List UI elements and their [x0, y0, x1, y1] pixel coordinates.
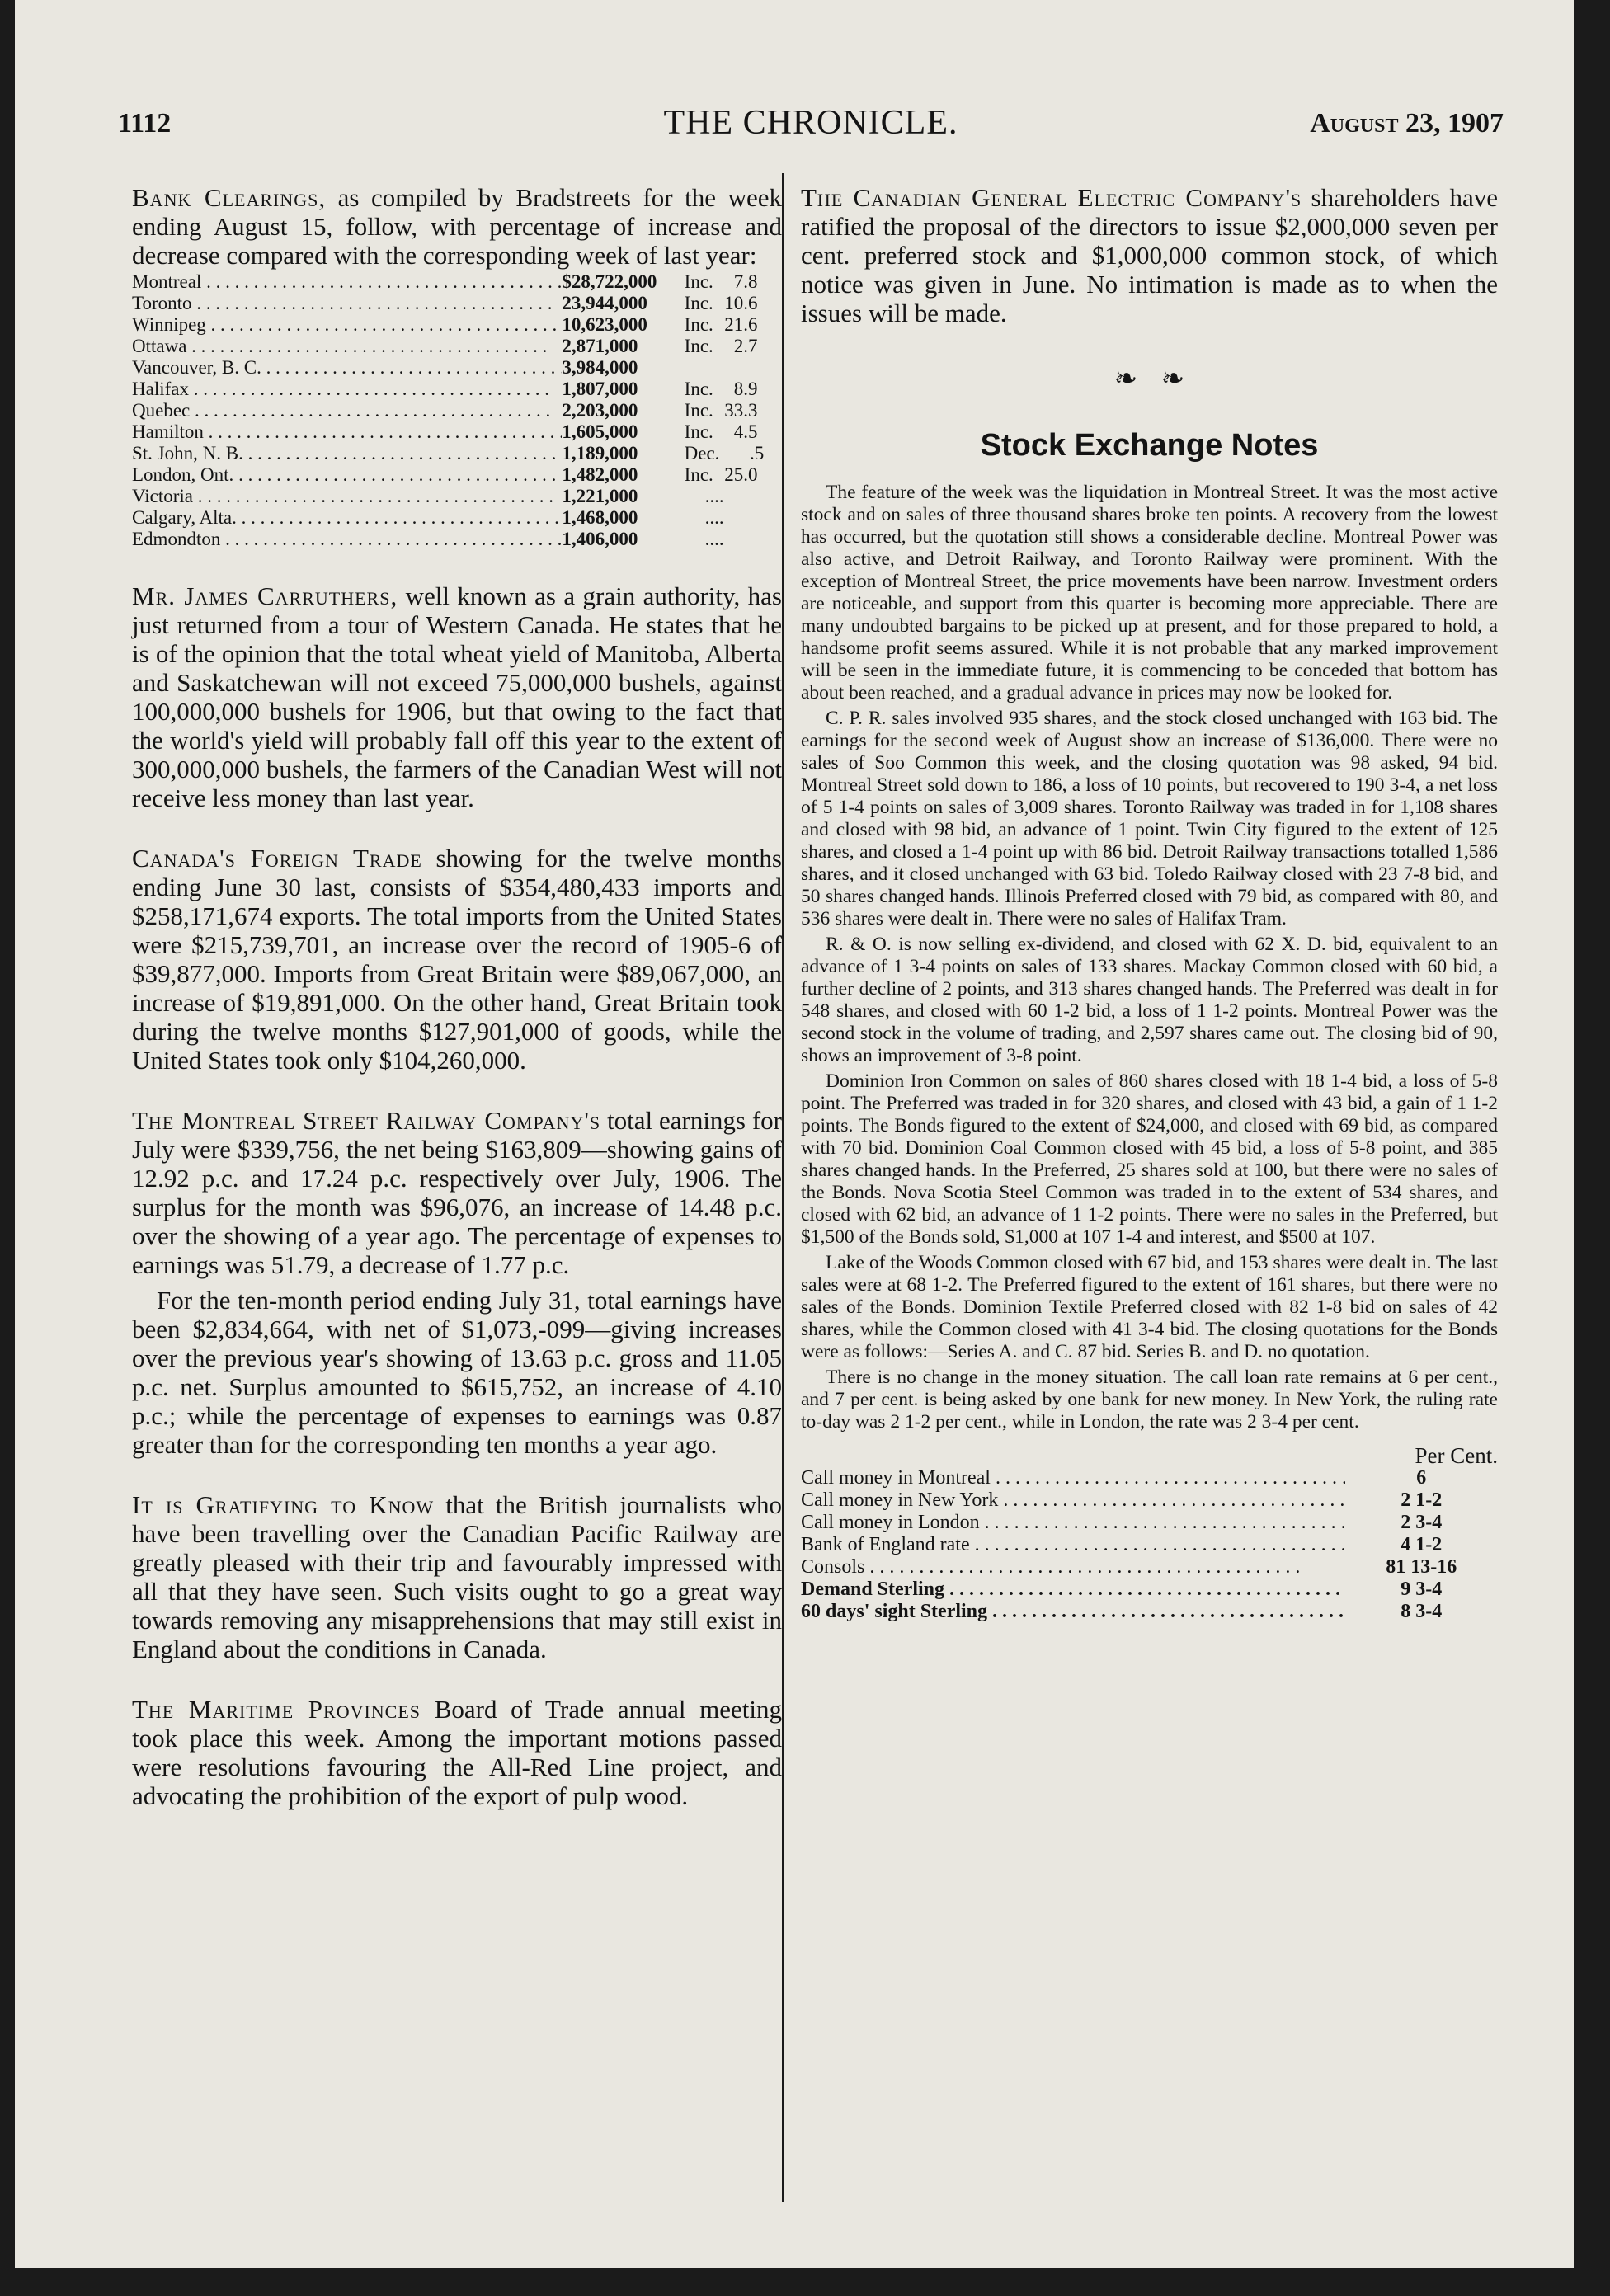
clearings-city: London, Ont. . . .: [132, 464, 562, 486]
stock-paragraph: There is no change in the money situation. The call loan rate remains at 6 per cent., and 7 per cent. is being asked by one bank for new money. In New York, the ruling rate to-day was 2 1-2 per cent., while in London, the rate was 2 3-4 per cent.: [801, 1367, 1498, 1433]
money-rate-row: [801, 1489, 1498, 1512]
clearings-row: [132, 507, 775, 529]
clearings-change: [670, 379, 775, 400]
carruthers-article: [132, 581, 782, 812]
clearings-change-dir: Inc.: [684, 421, 713, 442]
newspaper-page: [15, 0, 1574, 2268]
clearings-change-pct: ....: [704, 486, 724, 506]
clearings-change: [670, 507, 775, 529]
issue-date: August 23, 1907: [1310, 108, 1504, 139]
money-rate-value: 2 1-2: [1401, 1489, 1443, 1511]
per-cent-header: Per Cent.: [1415, 1443, 1498, 1468]
montreal-street-text: total earnings for July were $339,756, the net being $163,809—showing gains of 12.92 p.c. and 17.24 p.c. respectively over July, 1906. The surplus for the month was $96,076, an increase of 14.48 p.c. over the showing of a year ago. The percentage of expenses to earnings was 51.79, a decrease of 1.77 p.c.: [132, 1106, 782, 1279]
money-rate-label: Call money in London . . .: [801, 1512, 1345, 1534]
gratifying-lead: It is Gratifying to Know: [132, 1490, 435, 1519]
clearings-city: Calgary, Alta. . . .: [132, 507, 562, 529]
clearings-change-dir: Inc.: [684, 271, 713, 292]
clearings-amount: 1,807,000: [562, 379, 638, 399]
clearings-change-dir: Inc.: [684, 293, 713, 313]
money-rate-label: Call money in Montreal . . .: [801, 1467, 1345, 1489]
clearings-amount: 1,468,000: [562, 507, 638, 528]
clearings-amount: 1,221,000: [562, 486, 638, 506]
money-rate-label: Bank of England rate . . .: [801, 1534, 1345, 1556]
clearings-amount: 1,406,000: [562, 529, 638, 549]
clearings-row: [132, 357, 775, 379]
money-rate-row: [801, 1556, 1498, 1578]
clearings-change-pct: 2.7: [733, 336, 758, 356]
money-rate-value: 8 3-4: [1401, 1601, 1443, 1622]
money-rate-value: 4 1-2: [1401, 1534, 1443, 1555]
clearings-change-dir: Inc.: [684, 314, 713, 335]
fleuron-icon: ❧: [1113, 364, 1138, 394]
money-rate-value: 6: [1416, 1467, 1427, 1489]
money-rate-row: [801, 1534, 1498, 1556]
clearings-change-pct: 10.6: [724, 293, 758, 313]
clearings-row: [132, 379, 775, 400]
clearings-city: Quebec . . .: [132, 400, 562, 421]
foreign-trade-lead: Canada's Foreign Trade: [132, 844, 422, 873]
money-rates-table: [801, 1445, 1498, 1623]
page-header: [118, 103, 1504, 153]
montreal-street-para2: For the ten-month period ending July 31, total earnings have been $2,834,664, with net of $1,073,-099—giving increases over the previous year's showing of 13.63 p.c. gross and 11.05 p.c. net. Surplus amounted to $615,752, an increase of 4.10 p.c.; while the percentage of expenses to earnings was 0.87 greater than for the corresponding ten months a year ago.: [132, 1286, 782, 1459]
publication-title: THE CHRONICLE.: [663, 104, 958, 142]
clearings-row: [132, 421, 775, 443]
cge-text: shareholders have ratified the proposal of the directors to issue $2,000,000 seven per cent. preferred stock and $1,000,000 common stock, of which notice was given in June. No intimation is made as to when the issues will be made.: [801, 183, 1498, 327]
clearings-change-dir: Inc.: [684, 400, 713, 421]
column-divider: [782, 173, 784, 2202]
montreal-street-lead: The Montreal Street Railway Company's: [132, 1106, 601, 1135]
bank-clearings-text: as compiled by Bradstreets for the week ending August 15, follow, with percentage of increase and decrease compared with the corresponding week of last year:: [132, 183, 782, 270]
clearings-amount: $28,722,000: [562, 271, 657, 292]
clearings-change: [670, 443, 775, 464]
clearings-change-dir: Inc.: [684, 464, 713, 485]
clearings-change-pct: ....: [704, 507, 724, 528]
maritime-lead: The Maritime Provinces: [132, 1695, 421, 1724]
clearings-city: Vancouver, B. C. . . .: [132, 357, 562, 379]
stock-paragraph: Dominion Iron Common on sales of 860 shares closed with 18 1-4 bid, a loss of 5-8 point. The Preferred was traded in for 320 shares, and closed with 43 bid, a gain of 1 1-2 points. The Bonds figured to the extent of $24,000, and closed with 69 bid, as compared with 70 bid. Dominion Coal Common closed with 45 bid, a loss of 5-8 point, and 385 shares changed hands. In the Preferred, 25 shares sold at 100, but there were no sales of the Bonds. Nova Scotia Steel Common was traded in to the extent of 534 shares, and closed with 62 bid, an advance of 1 1-2 points. There were no sales in the Preferred, but $1,500 of the Bonds sold, $1,000 at 107 1-4 and interest, and $500 at 107.: [801, 1070, 1498, 1248]
clearings-amount: 1,482,000: [562, 464, 638, 485]
clearings-change: [670, 421, 775, 443]
clearings-city: Victoria . . .: [132, 486, 562, 507]
stock-paragraph: C. P. R. sales involved 935 shares, and the stock closed unchanged with 163 bid. The earnings for the second week of August show an increase of $136,000. There were no sales of Soo Common this week, and the closing quotation was 98 asked, 94 bid. Montreal Street sold down to 186, a loss of 10 points, but recovered to 190 3-4, a net loss of 5 1-4 points on sales of 3,009 shares. Toronto Railway was traded in for 1,108 shares and closed with 98 bid, an advance of 1 point. Twin City figured to the extent of 125 shares, and closed a 1-4 point up with 86 bid. Detroit Railway transactions totalled 1,586 shares, and it closed unchanged with 63 bid. Toledo Railway closed with 23 7-8 bid, and 50 shares changed hands. Illinois Preferred closed with 79 bid, as compared with 80, and 536 shares were dealt in. There were no sales of Halifax Tram.: [801, 708, 1498, 929]
money-rate-label: Call money in New York . . .: [801, 1489, 1345, 1512]
fleuron-icon: ❧: [1160, 364, 1185, 394]
gratifying-text: that the British journalists who have been travelling over the Canadian Pacific Railway are greatly pleased with their trip and favourably impressed with all that they have seen. Such visits ought to go a great way towards removing any misapprehensions that may still exist in England about the conditions in Canada.: [132, 1490, 782, 1663]
clearings-change-dir: Inc.: [684, 379, 713, 399]
foreign-trade-text: showing for the twelve months ending June 30 last, consists of $354,480,433 imports and $258,171,674 exports. The total imports from the United States were $215,739,701, an increase over the record of 1905-6 of $39,877,000. Imports from Great Britain were $89,067,000, an increase of $19,891,000. On the other hand, Great Britain took during the twelve months $127,901,000 of goods, while the United States took only $104,260,000.: [132, 844, 782, 1075]
clearings-change-pct: 25.0: [724, 464, 758, 485]
clearings-amount: 2,871,000: [562, 336, 638, 356]
money-rate-label: Demand Sterling . . .: [801, 1578, 1345, 1601]
clearings-change-pct: 33.3: [724, 400, 758, 421]
clearings-change: [670, 486, 775, 507]
money-rate-value: 2 3-4: [1401, 1512, 1443, 1533]
montreal-street-article: [132, 1106, 782, 1279]
bank-clearings-lead: Bank Clearings,: [132, 183, 327, 212]
bank-clearings-intro: [132, 183, 782, 270]
money-rate-row: [801, 1467, 1498, 1489]
clearings-change-dir: Dec.: [684, 443, 720, 463]
money-rate-row: [801, 1601, 1498, 1623]
cge-article: [801, 183, 1498, 327]
clearings-row: [132, 400, 775, 421]
clearings-amount: 10,623,000: [562, 314, 647, 335]
money-rate-value: 9 3-4: [1401, 1578, 1443, 1600]
clearings-city: Hamilton . . .: [132, 421, 562, 443]
stock-paragraph: Lake of the Woods Common closed with 67 bid, and 153 shares were dealt in. The last sales were at 68 1-2. The Preferred figured to the extent of 161 shares, but there were no sales of the Bonds. Dominion Textile Preferred closed with 82 1-8 bid on sales of 42 shares, while the Common closed with 41 3-4 bid. The closing quotations for the Bonds were as follows:—Series A. and C. 87 bid. Series B. and D. no quotation.: [801, 1252, 1498, 1362]
clearings-amount: 23,944,000: [562, 293, 647, 313]
clearings-city: Edmondton . . .: [132, 529, 562, 550]
money-rate-value: 81 13-16: [1386, 1556, 1457, 1578]
clearings-city: Halifax . . .: [132, 379, 562, 400]
left-column: [132, 183, 782, 1810]
clearings-change: [670, 293, 775, 314]
money-table-header-row: [801, 1445, 1498, 1467]
clearings-change-pct: 4.5: [733, 421, 758, 442]
clearings-row: [132, 336, 775, 357]
clearings-row: [132, 464, 775, 486]
carruthers-lead: Mr. James Carruthers,: [132, 581, 398, 610]
clearings-city: Toronto . . .: [132, 293, 562, 314]
foreign-trade-article: [132, 844, 782, 1075]
clearings-change-pct: .5: [749, 443, 765, 463]
clearings-change-pct: ....: [704, 529, 724, 549]
clearings-amount: 2,203,000: [562, 400, 638, 421]
clearings-change-pct: 8.9: [733, 379, 758, 399]
maritime-article: [132, 1695, 782, 1810]
money-rate-label: 60 days' sight Sterling . . .: [801, 1601, 1345, 1623]
money-rate-row: [801, 1512, 1498, 1534]
clearings-change: [670, 529, 775, 550]
clearings-change-dir: Inc.: [684, 336, 713, 356]
stock-paragraph: The feature of the week was the liquidation in Montreal Street. It was the most active stock and on sales of three thousand shares broke ten points. A recovery from the lowest has occurred, but the quotation still shows a considerable decline. Montreal Power was also active, and Detroit Railway, and Toronto Railway were prominent. With the exception of Montreal Street, the price movements have been narrow. Investment orders are noticeable, and support from this quarter is becoming more appreciable. There are many undoubted bargains to be picked up at present, and for those prepared to hold, a handsome profit seems assured. While it is not probable that any marked improvement will be seen in the immediate future, it is commencing to be conceded that bottom has about been reached, and a gradual advance in prices may now be looked for.: [801, 482, 1498, 703]
bank-clearings-table: [132, 271, 775, 550]
clearings-change-pct: 7.8: [733, 271, 758, 292]
clearings-city: Ottawa . . .: [132, 336, 562, 357]
clearings-row: [132, 486, 775, 507]
clearings-city: Winnipeg . . .: [132, 314, 562, 336]
clearings-row: [132, 271, 775, 293]
clearings-change: [670, 357, 775, 379]
right-column: [801, 183, 1498, 1623]
clearings-row: [132, 314, 775, 336]
clearings-change-pct: 21.6: [724, 314, 758, 335]
clearings-row: [132, 293, 775, 314]
money-rate-label: Consols . . .: [801, 1556, 1345, 1578]
money-rate-row: [801, 1578, 1498, 1601]
clearings-amount: 1,605,000: [562, 421, 638, 442]
clearings-row: [132, 443, 775, 464]
clearings-city: Montreal . . .: [132, 271, 562, 293]
stock-paragraph: R. & O. is now selling ex-dividend, and closed with 62 X. D. bid, equivalent to an advance of 1 3-4 points on sales of 133 shares. Mackay Common closed with 60 bid, a further decline of 2 points, and 313 shares changed hands. The Preferred was dealt in for 548 shares, and closed with 60 1-2 bid, a loss of 1 1-2 points. Montreal Power was the second stock in the volume of trading, and 2,597 shares came out. The closing bid of 90, shows an improvement of 3-8 point.: [801, 934, 1498, 1066]
section-ornament: [801, 362, 1498, 395]
carruthers-text: well known as a grain authority, has just returned from a tour of Western Canada. He states that he is of the opinion that the total wheat yield of Manitoba, Alberta and Saskatchewan will not exceed 75,000,000 bushels, against 100,000,000 bushels for 1906, but that owing to the fact that the world's yield will probably fall off this year to the extent of 300,000,000 bushels, the farmers of the Canadian West will not receive less money than last year.: [132, 581, 782, 812]
clearings-amount: 1,189,000: [562, 443, 638, 463]
cge-lead: The Canadian General Electric Company's: [801, 183, 1302, 212]
clearings-amount: 3,984,000: [562, 357, 638, 378]
stock-exchange-headline: Stock Exchange Notes: [980, 428, 1319, 463]
clearings-row: [132, 529, 775, 550]
clearings-change: [670, 336, 775, 357]
maritime-text: Board of Trade annual meeting took place this week. Among the important motions passed were resolutions favouring the All-Red Line project, and advocating the prohibition of the export of pulp wood.: [132, 1695, 783, 1810]
clearings-city: St. John, N. B. . . .: [132, 443, 562, 464]
clearings-change: [670, 271, 775, 293]
gratifying-article: [132, 1490, 782, 1663]
clearings-change: [670, 464, 775, 486]
clearings-change: [670, 314, 775, 336]
page-number: 1112: [118, 108, 172, 139]
clearings-change: [670, 400, 775, 421]
